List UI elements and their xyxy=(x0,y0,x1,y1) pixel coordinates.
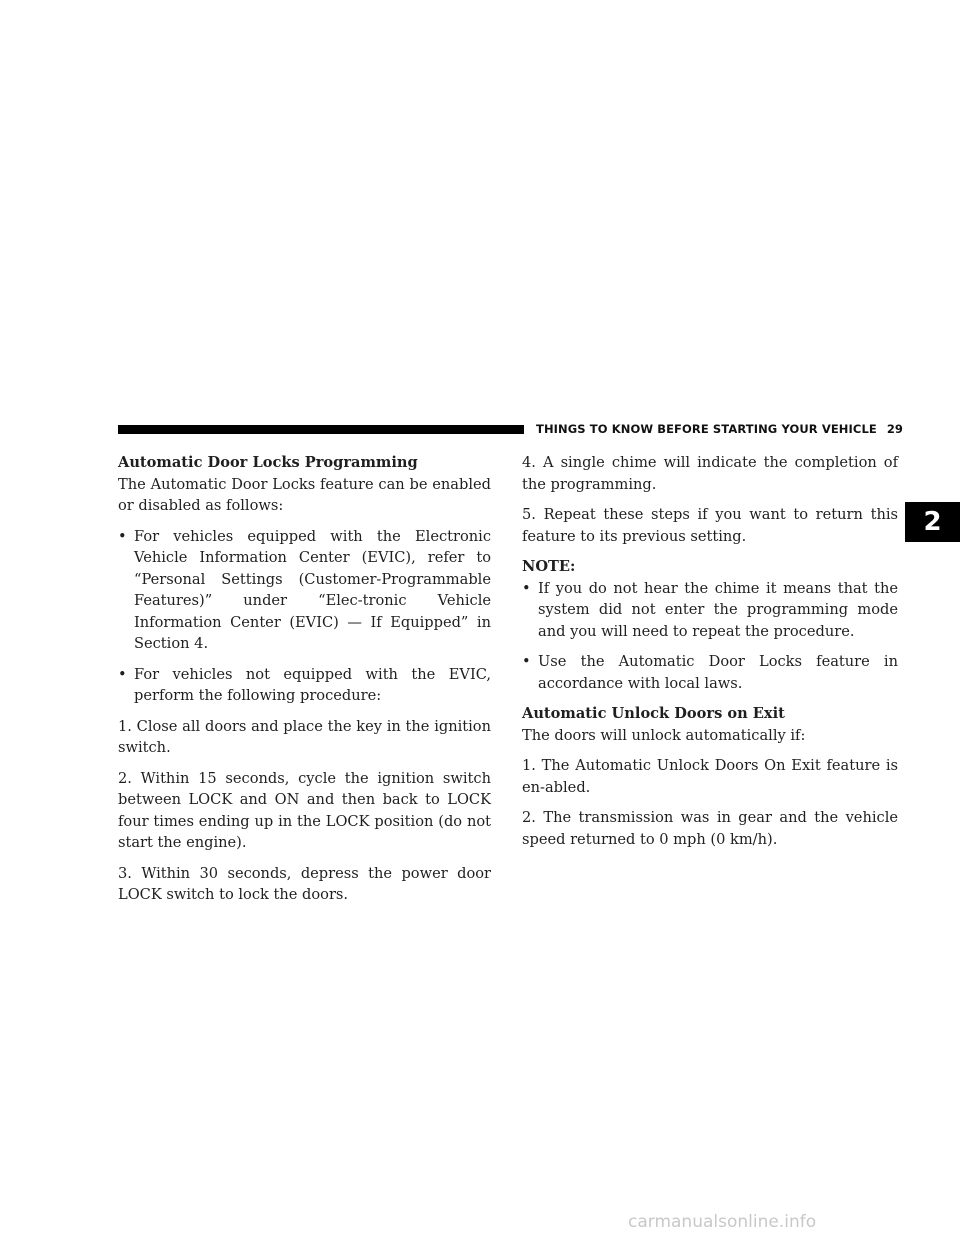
bullet-icon: • xyxy=(522,579,531,597)
exit-step-2: 2. The transmission was in gear and the vehicle speed returned to 0 mph (0 km/h). xyxy=(522,809,898,848)
intro-paragraph: The Automatic Door Locks feature can be enabled or disabled as follows: xyxy=(118,475,491,514)
intro-paragraph-2: The doors will unlock automatically if: xyxy=(522,726,806,744)
left-column xyxy=(118,452,491,915)
step-4: 4. A single chime will indicate the completion of the programming. xyxy=(522,454,898,493)
right-column xyxy=(522,452,898,859)
section-heading: Automatic Door Locks Programming xyxy=(118,454,418,471)
page-number: 29 xyxy=(886,422,904,436)
header-rule xyxy=(118,425,524,434)
bullet-icon: • xyxy=(118,527,127,545)
step-5: 5. Repeat these steps if you want to return this feature to its previous setting. xyxy=(522,506,898,545)
note-label: NOTE: xyxy=(522,558,576,575)
header-title: THINGS TO KNOW BEFORE STARTING YOUR VEHICLE xyxy=(536,422,877,436)
step-1: 1. Close all doors and place the key in the ignition switch. xyxy=(118,717,491,756)
bullet-icon: • xyxy=(522,653,531,670)
note-bullet-item: • Use the Automatic Door Locks feature in accordance with local laws. xyxy=(522,651,898,694)
running-header xyxy=(536,422,904,436)
note-bullet-item: • If you do not hear the chime it means that the system did not enter the programming mode and you will need to repeat the procedure. xyxy=(522,578,898,643)
section-heading-2: Automatic Unlock Doors on Exit xyxy=(522,705,785,722)
section-tab: 2 xyxy=(905,502,960,542)
step-3: 3. Within 30 seconds, depress the power door LOCK switch to lock the doors. xyxy=(118,864,491,903)
exit-step-1: 1. The Automatic Unlock Doors On Exit feature is en-abled. xyxy=(522,757,898,796)
bullet-icon: • xyxy=(118,665,127,683)
watermark-text: carmanualsonline.info xyxy=(628,1212,817,1232)
bullet-item: • For vehicles equipped with the Electronic Vehicle Information Center (EVIC), refer to “Personal Settings (Customer-Programmable Features)” under “Elec-tronic Vehicle Information Center (EVIC) — If Equipped” in Section 4. xyxy=(118,526,491,655)
bullet-item: • For vehicles not equipped with the EVIC, perform the following procedure: xyxy=(118,664,491,707)
step-2: 2. Within 15 seconds, cycle the ignition switch between LOCK and ON and then back to LOCK four times ending up in the LOCK position (do not start the engine). xyxy=(118,769,491,851)
